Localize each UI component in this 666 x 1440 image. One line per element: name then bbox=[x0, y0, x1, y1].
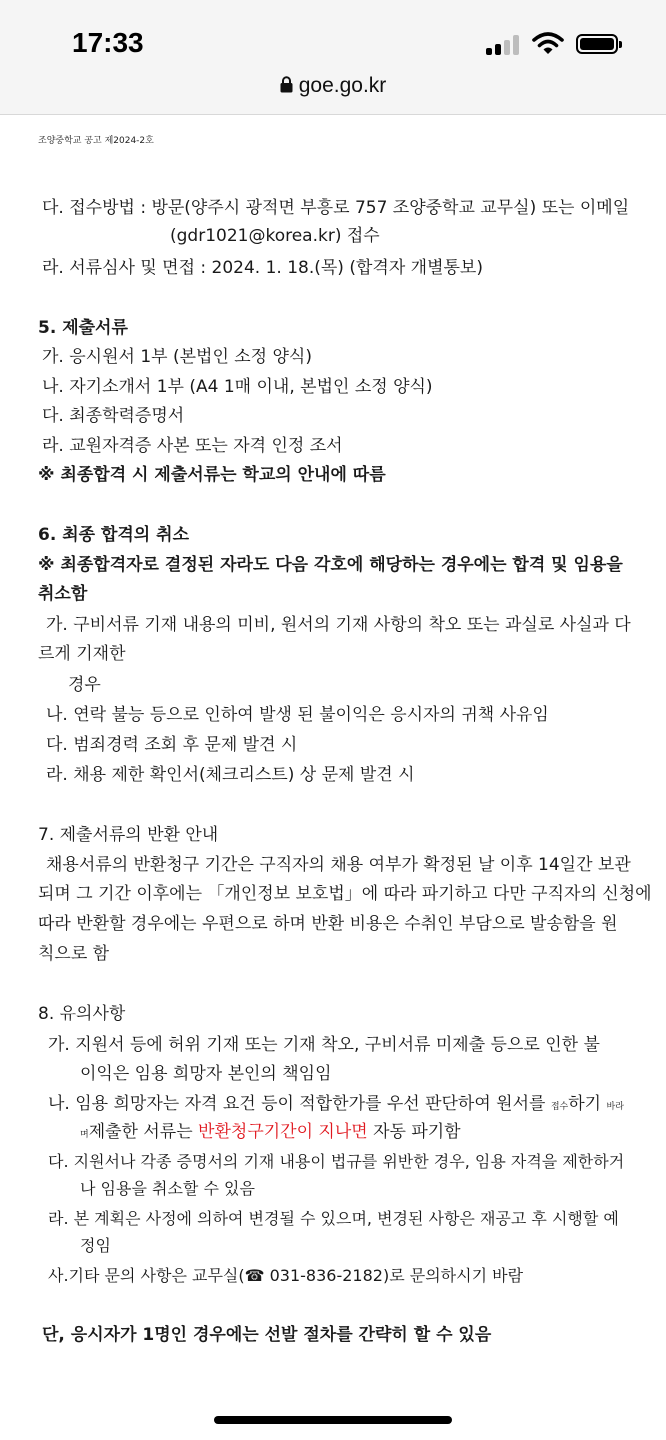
s8-item-sa-marker: 사. bbox=[48, 1266, 69, 1285]
s6-note-line2: 취소함 bbox=[38, 584, 88, 604]
s8-item-da-line1: 다. 지원서나 각종 증명서의 기재 내용이 법규를 위반한 경우, 임용 자격을 제한하거 bbox=[48, 1152, 625, 1171]
s6-item-ra: 라. 채용 제한 확인서(체크리스트) 상 문제 발견 시 bbox=[46, 765, 415, 785]
s6-item-ga-line3: 경우 bbox=[68, 675, 101, 695]
address-bar[interactable] bbox=[0, 74, 666, 98]
s6-note-line1: ※ 최종합격자로 결정된 자라도 다음 각호에 해당하는 경우에는 합격 및 임용을 bbox=[38, 555, 623, 575]
s8-item-da-line2: 나 임용을 취소할 수 있음 bbox=[80, 1179, 255, 1198]
s8-item-na-word: 하기 bbox=[568, 1094, 602, 1114]
s6-item-na: 나. 연락 불능 등으로 인하여 발생 된 불이익은 응시자의 귀책 사유임 bbox=[46, 705, 549, 725]
s8-item-na-highlight: 반환청구기간이 지나면 bbox=[198, 1122, 368, 1142]
s8-item-na-small-tail: 바라 bbox=[606, 1102, 624, 1112]
s5-item-na: 나. 자기소개서 1부 (A4 1매 이내, 본법인 소정 양식) bbox=[42, 377, 433, 397]
notice-number: 조양중학교 공고 제2024-2호 bbox=[38, 136, 154, 146]
s5-item-ga: 가. 응시원서 1부 (본법인 소정 양식) bbox=[42, 347, 312, 367]
s4-interview-date: 라. 서류심사 및 면접 : 2024. 1. 18.(목) (합격자 개별통보) bbox=[42, 258, 483, 278]
s8-item-na-line2 bbox=[80, 1117, 461, 1142]
s8-item-na-text: 나. 임용 희망자는 자격 요건 등이 적합한가를 우선 판단하여 원서를 bbox=[48, 1094, 546, 1114]
s6-item-ga-line1: 가. 구비서류 기재 내용의 미비, 원서의 기재 사항의 착오 또는 과실로 사실과 다 bbox=[46, 615, 631, 635]
s6-item-da: 다. 범죄경력 조회 후 문제 발견 시 bbox=[46, 735, 298, 755]
browser-top-bar bbox=[0, 0, 666, 115]
s5-note: ※ 최종합격 시 제출서류는 학교의 안내에 따름 bbox=[38, 465, 386, 485]
s8-item-ra-line1: 라. 본 계획은 사정에 의하여 변경될 수 있으며, 변경된 사항은 재공고 후 시행할 예 bbox=[48, 1209, 619, 1228]
status-time: 17:33 bbox=[72, 27, 144, 58]
lock-icon bbox=[280, 76, 293, 93]
battery-icon bbox=[576, 34, 618, 54]
s8-item-na-small-word: 접수 bbox=[550, 1102, 569, 1112]
url-text: goe.go.kr bbox=[298, 74, 387, 97]
s7-para-line3: 따라 반환할 경우에는 우편으로 하며 반환 비용은 수취인 부담으로 발송함을 원 bbox=[38, 914, 618, 934]
s8-item-ga-line1: 가. 지원서 등에 허위 기재 또는 기재 착오, 구비서류 미제출 등으로 인한 불 bbox=[48, 1035, 600, 1055]
s7-para-line2: 되며 그 기간 이후에는 「개인정보 보호법」에 따라 파기하고 다만 구직자의 신청에 bbox=[38, 884, 652, 904]
s8-item-ra-line2: 정임 bbox=[80, 1236, 111, 1255]
s8-item-na-text3: 자동 파기함 bbox=[373, 1122, 461, 1142]
s4-method-line1: 다. 접수방법 : 방문(양주시 광적면 부흥로 757 조양중학교 교무실) 또는 이메일 bbox=[42, 198, 630, 218]
s5-item-da: 다. 최종학력증명서 bbox=[42, 406, 185, 426]
s8-item-na-text2: 제출한 서류는 bbox=[88, 1122, 193, 1142]
home-indicator[interactable] bbox=[214, 1416, 452, 1424]
section-8-title: 8. 유의사항 bbox=[38, 1004, 126, 1024]
s4-method-line2: (gdr1021@korea.kr) 접수 bbox=[170, 226, 380, 246]
s5-item-ra: 라. 교원자격증 사본 또는 자격 인정 조서 bbox=[42, 436, 343, 456]
s8-item-sa bbox=[48, 1263, 523, 1286]
s8-item-na-line1 bbox=[48, 1089, 624, 1114]
s8-item-sa-text: 기타 문의 사항은 교무실(☎ 031-836-2182)로 문의하시기 바람 bbox=[68, 1266, 524, 1285]
s7-para-line1: 채용서류의 반환청구 기간은 구직자의 채용 여부가 확정된 날 이후 14일간 보관 bbox=[46, 855, 631, 875]
final-note: 단, 응시자가 1명인 경우에는 선발 절차를 간략히 할 수 있음 bbox=[42, 1325, 492, 1345]
s8-item-na-small-head: 며 bbox=[80, 1130, 89, 1140]
section-6-title: 6. 최종 합격의 취소 bbox=[38, 525, 189, 545]
section-7-title: 7. 제출서류의 반환 안내 bbox=[38, 825, 219, 845]
s6-item-ga-line2: 르게 기재한 bbox=[38, 644, 126, 664]
s8-item-ga-line2: 이익은 임용 희망자 본인의 책임임 bbox=[80, 1064, 332, 1084]
s7-para-line4: 칙으로 함 bbox=[38, 944, 110, 964]
section-5-title: 5. 제출서류 bbox=[38, 318, 128, 338]
cellular-signal-icon bbox=[486, 35, 520, 55]
wifi-icon bbox=[532, 32, 564, 56]
